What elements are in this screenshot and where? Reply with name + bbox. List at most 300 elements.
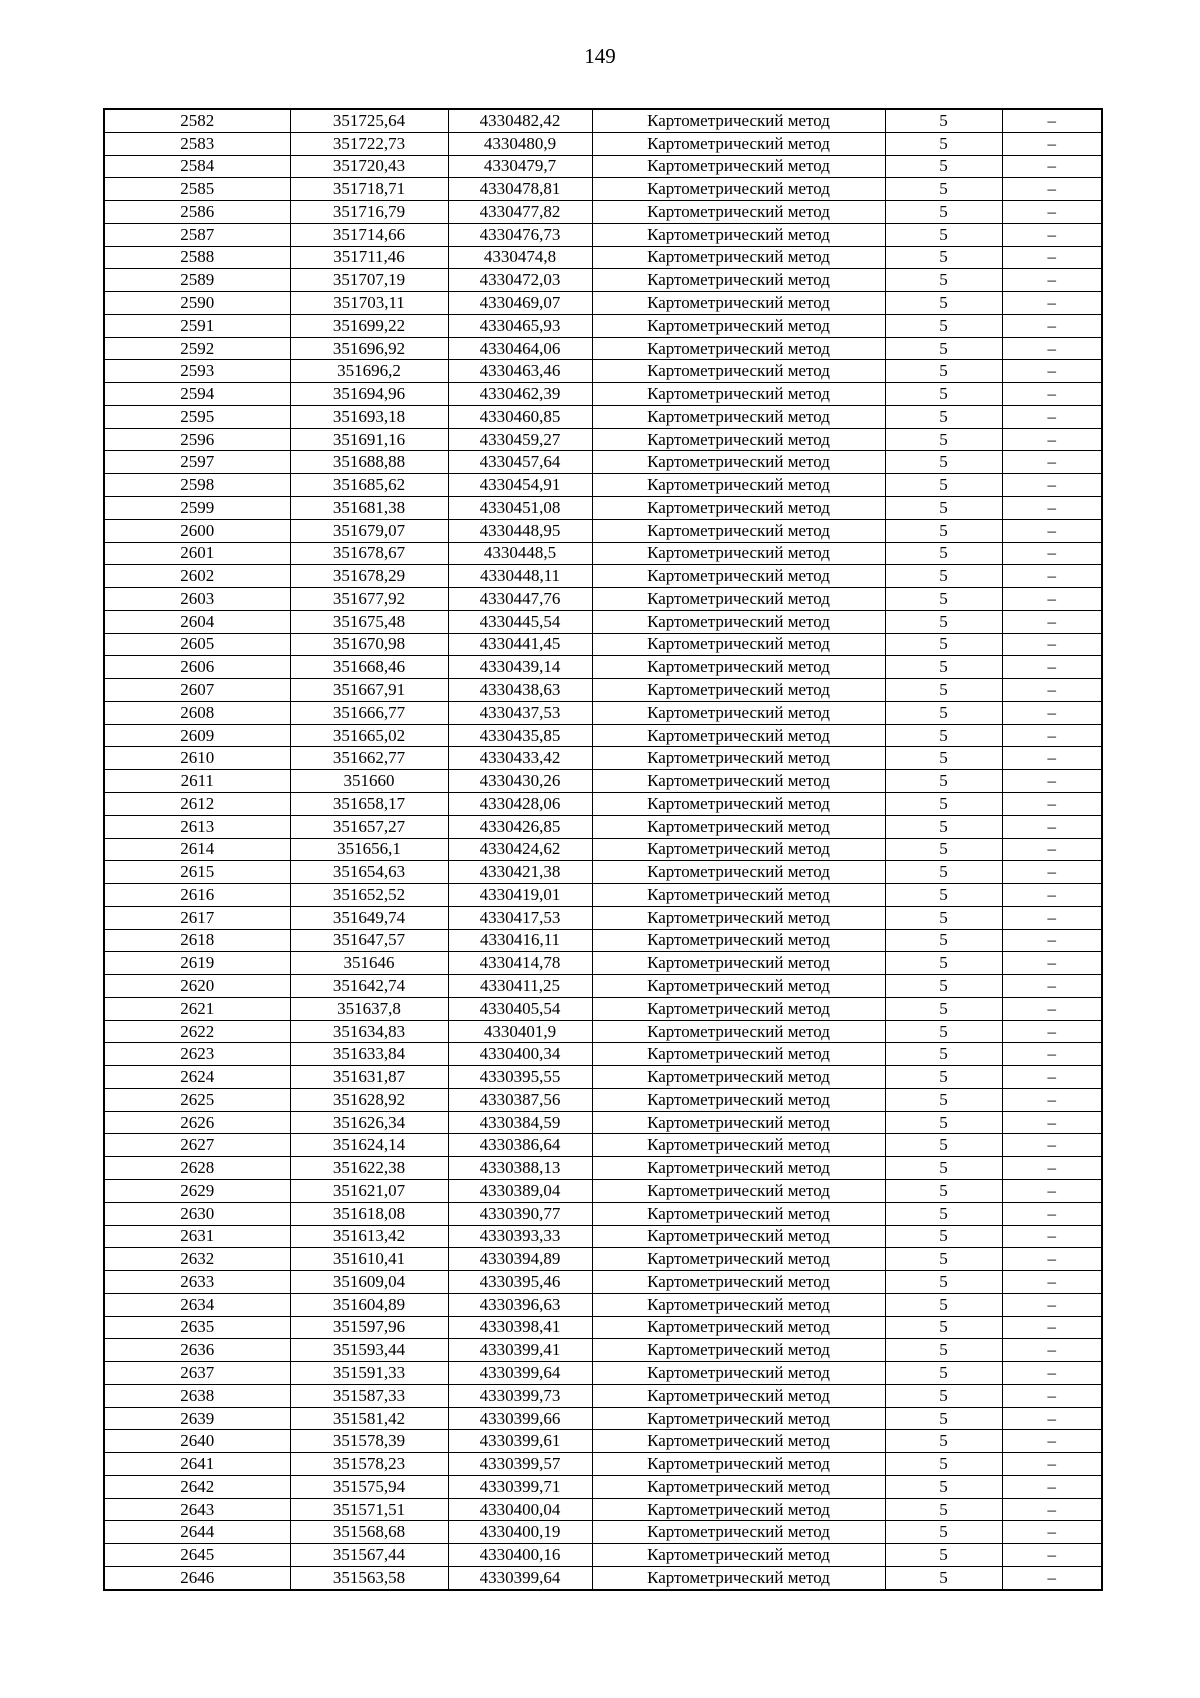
table-row — [104, 314, 1102, 337]
description-cell: – — [1002, 1316, 1102, 1339]
method-cell: Картометрический метод — [592, 292, 885, 315]
method-cell: Картометрический метод — [592, 1020, 885, 1043]
method-cell: Картометрический метод — [592, 109, 885, 132]
point-number-cell: 2641 — [104, 1453, 290, 1476]
table-row — [104, 519, 1102, 542]
method-cell: Картометрический метод — [592, 929, 885, 952]
method-cell: Картометрический метод — [592, 770, 885, 793]
y-coordinate-cell: 4330476,73 — [448, 223, 592, 246]
x-coordinate-cell: 351578,39 — [290, 1430, 448, 1453]
point-number-cell: 2615 — [104, 861, 290, 884]
y-coordinate-cell: 4330399,71 — [448, 1475, 592, 1498]
method-cell: Картометрический метод — [592, 155, 885, 178]
y-coordinate-cell: 4330438,63 — [448, 679, 592, 702]
point-number-cell: 2610 — [104, 747, 290, 770]
description-cell: – — [1002, 1430, 1102, 1453]
y-coordinate-cell: 4330396,63 — [448, 1293, 592, 1316]
x-coordinate-cell: 351716,79 — [290, 201, 448, 224]
method-cell: Картометрический метод — [592, 952, 885, 975]
description-cell: – — [1002, 269, 1102, 292]
y-coordinate-cell: 4330384,59 — [448, 1111, 592, 1134]
description-cell: – — [1002, 337, 1102, 360]
description-cell: – — [1002, 178, 1102, 201]
method-cell: Картометрический метод — [592, 1202, 885, 1225]
table-row — [104, 1521, 1102, 1544]
y-coordinate-cell: 4330448,11 — [448, 565, 592, 588]
point-number-cell: 2616 — [104, 884, 290, 907]
y-coordinate-cell: 4330399,73 — [448, 1384, 592, 1407]
point-number-cell: 2582 — [104, 109, 290, 132]
page-number: 149 — [584, 44, 616, 68]
point-number-cell: 2617 — [104, 906, 290, 929]
table-row — [104, 337, 1102, 360]
table-row — [104, 679, 1102, 702]
table-row — [104, 975, 1102, 998]
point-number-cell: 2626 — [104, 1111, 290, 1134]
table-row — [104, 428, 1102, 451]
accuracy-cell: 5 — [885, 1407, 1002, 1430]
accuracy-cell: 5 — [885, 656, 1002, 679]
table-row — [104, 929, 1102, 952]
table-row — [104, 588, 1102, 611]
accuracy-cell: 5 — [885, 1339, 1002, 1362]
description-cell: – — [1002, 1088, 1102, 1111]
x-coordinate-cell: 351722,73 — [290, 132, 448, 155]
table-row — [104, 656, 1102, 679]
table-row — [104, 1202, 1102, 1225]
method-cell: Картометрический метод — [592, 519, 885, 542]
table-row — [104, 178, 1102, 201]
accuracy-cell: 5 — [885, 201, 1002, 224]
description-cell: – — [1002, 519, 1102, 542]
accuracy-cell: 5 — [885, 1202, 1002, 1225]
accuracy-cell: 5 — [885, 1293, 1002, 1316]
y-coordinate-cell: 4330395,55 — [448, 1066, 592, 1089]
y-coordinate-cell: 4330394,89 — [448, 1248, 592, 1271]
table-row — [104, 223, 1102, 246]
x-coordinate-cell: 351609,04 — [290, 1271, 448, 1294]
method-cell: Картометрический метод — [592, 1430, 885, 1453]
y-coordinate-cell: 4330437,53 — [448, 701, 592, 724]
x-coordinate-cell: 351662,77 — [290, 747, 448, 770]
method-cell: Картометрический метод — [592, 269, 885, 292]
accuracy-cell: 5 — [885, 815, 1002, 838]
accuracy-cell: 5 — [885, 383, 1002, 406]
description-cell: – — [1002, 610, 1102, 633]
point-number-cell: 2591 — [104, 314, 290, 337]
x-coordinate-cell: 351656,1 — [290, 838, 448, 861]
table-row — [104, 405, 1102, 428]
table-row — [104, 747, 1102, 770]
table-row — [104, 1475, 1102, 1498]
table-row — [104, 1066, 1102, 1089]
description-cell: – — [1002, 1453, 1102, 1476]
point-number-cell: 2618 — [104, 929, 290, 952]
table-body — [104, 109, 1102, 1590]
method-cell: Картометрический метод — [592, 1157, 885, 1180]
x-coordinate-cell: 351568,68 — [290, 1521, 448, 1544]
description-cell: – — [1002, 1157, 1102, 1180]
description-cell: – — [1002, 884, 1102, 907]
method-cell: Картометрический метод — [592, 975, 885, 998]
y-coordinate-cell: 4330439,14 — [448, 656, 592, 679]
x-coordinate-cell: 351587,33 — [290, 1384, 448, 1407]
accuracy-cell: 5 — [885, 542, 1002, 565]
x-coordinate-cell: 351657,27 — [290, 815, 448, 838]
description-cell: – — [1002, 952, 1102, 975]
method-cell: Картометрический метод — [592, 542, 885, 565]
x-coordinate-cell: 351637,8 — [290, 997, 448, 1020]
y-coordinate-cell: 4330399,64 — [448, 1567, 592, 1590]
point-number-cell: 2636 — [104, 1339, 290, 1362]
accuracy-cell: 5 — [885, 861, 1002, 884]
y-coordinate-cell: 4330400,16 — [448, 1544, 592, 1567]
point-number-cell: 2590 — [104, 292, 290, 315]
method-cell: Картометрический метод — [592, 747, 885, 770]
point-number-cell: 2600 — [104, 519, 290, 542]
y-coordinate-cell: 4330424,62 — [448, 838, 592, 861]
y-coordinate-cell: 4330389,04 — [448, 1179, 592, 1202]
method-cell: Картометрический метод — [592, 497, 885, 520]
y-coordinate-cell: 4330387,56 — [448, 1088, 592, 1111]
y-coordinate-cell: 4330472,03 — [448, 269, 592, 292]
point-number-cell: 2597 — [104, 451, 290, 474]
y-coordinate-cell: 4330401,9 — [448, 1020, 592, 1043]
point-number-cell: 2632 — [104, 1248, 290, 1271]
accuracy-cell: 5 — [885, 1271, 1002, 1294]
x-coordinate-cell: 351658,17 — [290, 792, 448, 815]
description-cell: – — [1002, 1225, 1102, 1248]
method-cell: Картометрический метод — [592, 428, 885, 451]
accuracy-cell: 5 — [885, 1134, 1002, 1157]
x-coordinate-cell: 351675,48 — [290, 610, 448, 633]
point-number-cell: 2585 — [104, 178, 290, 201]
accuracy-cell: 5 — [885, 132, 1002, 155]
x-coordinate-cell: 351649,74 — [290, 906, 448, 929]
method-cell: Картометрический метод — [592, 246, 885, 269]
point-number-cell: 2624 — [104, 1066, 290, 1089]
table-row — [104, 861, 1102, 884]
y-coordinate-cell: 4330400,04 — [448, 1498, 592, 1521]
y-coordinate-cell: 4330399,64 — [448, 1362, 592, 1385]
x-coordinate-cell: 351679,07 — [290, 519, 448, 542]
table-row — [104, 1567, 1102, 1590]
y-coordinate-cell: 4330398,41 — [448, 1316, 592, 1339]
table-row — [104, 542, 1102, 565]
point-number-cell: 2606 — [104, 656, 290, 679]
y-coordinate-cell: 4330435,85 — [448, 724, 592, 747]
method-cell: Картометрический метод — [592, 1088, 885, 1111]
method-cell: Картометрический метод — [592, 1225, 885, 1248]
accuracy-cell: 5 — [885, 1020, 1002, 1043]
y-coordinate-cell: 4330448,95 — [448, 519, 592, 542]
table-row — [104, 1248, 1102, 1271]
x-coordinate-cell: 351642,74 — [290, 975, 448, 998]
description-cell: – — [1002, 1134, 1102, 1157]
description-cell: – — [1002, 929, 1102, 952]
accuracy-cell: 5 — [885, 360, 1002, 383]
accuracy-cell: 5 — [885, 792, 1002, 815]
point-number-cell: 2621 — [104, 997, 290, 1020]
table-row — [104, 1271, 1102, 1294]
method-cell: Картометрический метод — [592, 314, 885, 337]
accuracy-cell: 5 — [885, 997, 1002, 1020]
method-cell: Картометрический метод — [592, 1111, 885, 1134]
point-number-cell: 2643 — [104, 1498, 290, 1521]
description-cell: – — [1002, 588, 1102, 611]
y-coordinate-cell: 4330478,81 — [448, 178, 592, 201]
accuracy-cell: 5 — [885, 155, 1002, 178]
description-cell: – — [1002, 679, 1102, 702]
y-coordinate-cell: 4330395,46 — [448, 1271, 592, 1294]
description-cell: – — [1002, 246, 1102, 269]
point-number-cell: 2631 — [104, 1225, 290, 1248]
table-row — [104, 451, 1102, 474]
table-row — [104, 1544, 1102, 1567]
y-coordinate-cell: 4330477,82 — [448, 201, 592, 224]
table-row — [104, 633, 1102, 656]
accuracy-cell: 5 — [885, 519, 1002, 542]
description-cell: – — [1002, 975, 1102, 998]
point-number-cell: 2642 — [104, 1475, 290, 1498]
description-cell: – — [1002, 1111, 1102, 1134]
y-coordinate-cell: 4330419,01 — [448, 884, 592, 907]
y-coordinate-cell: 4330480,9 — [448, 132, 592, 155]
y-coordinate-cell: 4330399,66 — [448, 1407, 592, 1430]
table-row — [104, 770, 1102, 793]
description-cell: – — [1002, 542, 1102, 565]
description-cell: – — [1002, 1293, 1102, 1316]
accuracy-cell: 5 — [885, 633, 1002, 656]
point-number-cell: 2604 — [104, 610, 290, 633]
x-coordinate-cell: 351613,42 — [290, 1225, 448, 1248]
method-cell: Картометрический метод — [592, 1544, 885, 1567]
x-coordinate-cell: 351685,62 — [290, 474, 448, 497]
accuracy-cell: 5 — [885, 1362, 1002, 1385]
description-cell: – — [1002, 497, 1102, 520]
y-coordinate-cell: 4330457,64 — [448, 451, 592, 474]
accuracy-cell: 5 — [885, 1316, 1002, 1339]
x-coordinate-cell: 351678,67 — [290, 542, 448, 565]
x-coordinate-cell: 351677,92 — [290, 588, 448, 611]
x-coordinate-cell: 351581,42 — [290, 1407, 448, 1430]
table-row — [104, 474, 1102, 497]
accuracy-cell: 5 — [885, 838, 1002, 861]
accuracy-cell: 5 — [885, 884, 1002, 907]
accuracy-cell: 5 — [885, 929, 1002, 952]
y-coordinate-cell: 4330399,61 — [448, 1430, 592, 1453]
method-cell: Картометрический метод — [592, 792, 885, 815]
description-cell: – — [1002, 201, 1102, 224]
point-number-cell: 2594 — [104, 383, 290, 406]
x-coordinate-cell: 351720,43 — [290, 155, 448, 178]
point-number-cell: 2601 — [104, 542, 290, 565]
table-row — [104, 1362, 1102, 1385]
table-row — [104, 792, 1102, 815]
description-cell: – — [1002, 109, 1102, 132]
accuracy-cell: 5 — [885, 610, 1002, 633]
x-coordinate-cell: 351711,46 — [290, 246, 448, 269]
method-cell: Картометрический метод — [592, 633, 885, 656]
x-coordinate-cell: 351693,18 — [290, 405, 448, 428]
point-number-cell: 2613 — [104, 815, 290, 838]
table-row — [104, 1157, 1102, 1180]
x-coordinate-cell: 351666,77 — [290, 701, 448, 724]
point-number-cell: 2593 — [104, 360, 290, 383]
description-cell: – — [1002, 223, 1102, 246]
table-row — [104, 1430, 1102, 1453]
y-coordinate-cell: 4330400,34 — [448, 1043, 592, 1066]
point-number-cell: 2602 — [104, 565, 290, 588]
x-coordinate-cell: 351678,29 — [290, 565, 448, 588]
accuracy-cell: 5 — [885, 1521, 1002, 1544]
method-cell: Картометрический метод — [592, 1043, 885, 1066]
method-cell: Картометрический метод — [592, 679, 885, 702]
point-number-cell: 2607 — [104, 679, 290, 702]
y-coordinate-cell: 4330447,76 — [448, 588, 592, 611]
method-cell: Картометрический метод — [592, 1066, 885, 1089]
method-cell: Картометрический метод — [592, 701, 885, 724]
y-coordinate-cell: 4330417,53 — [448, 906, 592, 929]
description-cell: – — [1002, 451, 1102, 474]
x-coordinate-cell: 351647,57 — [290, 929, 448, 952]
x-coordinate-cell: 351654,63 — [290, 861, 448, 884]
table-row — [104, 1407, 1102, 1430]
x-coordinate-cell: 351665,02 — [290, 724, 448, 747]
accuracy-cell: 5 — [885, 497, 1002, 520]
method-cell: Картометрический метод — [592, 610, 885, 633]
method-cell: Картометрический метод — [592, 1316, 885, 1339]
x-coordinate-cell: 351610,41 — [290, 1248, 448, 1271]
point-number-cell: 2635 — [104, 1316, 290, 1339]
table-row — [104, 701, 1102, 724]
y-coordinate-cell: 4330428,06 — [448, 792, 592, 815]
x-coordinate-cell: 351591,33 — [290, 1362, 448, 1385]
y-coordinate-cell: 4330426,85 — [448, 815, 592, 838]
point-number-cell: 2633 — [104, 1271, 290, 1294]
description-cell: – — [1002, 770, 1102, 793]
y-coordinate-cell: 4330441,45 — [448, 633, 592, 656]
point-number-cell: 2586 — [104, 201, 290, 224]
method-cell: Картометрический метод — [592, 1134, 885, 1157]
accuracy-cell: 5 — [885, 975, 1002, 998]
method-cell: Картометрический метод — [592, 884, 885, 907]
point-number-cell: 2608 — [104, 701, 290, 724]
description-cell: – — [1002, 815, 1102, 838]
table-row — [104, 1339, 1102, 1362]
point-number-cell: 2646 — [104, 1567, 290, 1590]
x-coordinate-cell: 351681,38 — [290, 497, 448, 520]
table-row — [104, 565, 1102, 588]
table-row — [104, 1088, 1102, 1111]
y-coordinate-cell: 4330433,42 — [448, 747, 592, 770]
description-cell: – — [1002, 474, 1102, 497]
point-number-cell: 2627 — [104, 1134, 290, 1157]
method-cell: Картометрический метод — [592, 1407, 885, 1430]
point-number-cell: 2614 — [104, 838, 290, 861]
x-coordinate-cell: 351628,92 — [290, 1088, 448, 1111]
y-coordinate-cell: 4330462,39 — [448, 383, 592, 406]
x-coordinate-cell: 351652,52 — [290, 884, 448, 907]
description-cell: – — [1002, 1407, 1102, 1430]
description-cell: – — [1002, 1066, 1102, 1089]
table-row — [104, 246, 1102, 269]
method-cell: Картометрический метод — [592, 178, 885, 201]
accuracy-cell: 5 — [885, 565, 1002, 588]
method-cell: Картометрический метод — [592, 405, 885, 428]
method-cell: Картометрический метод — [592, 1362, 885, 1385]
x-coordinate-cell: 351634,83 — [290, 1020, 448, 1043]
x-coordinate-cell: 351567,44 — [290, 1544, 448, 1567]
accuracy-cell: 5 — [885, 1453, 1002, 1476]
y-coordinate-cell: 4330459,27 — [448, 428, 592, 451]
table-row — [104, 1498, 1102, 1521]
accuracy-cell: 5 — [885, 701, 1002, 724]
table-row — [104, 1020, 1102, 1043]
description-cell: – — [1002, 633, 1102, 656]
x-coordinate-cell: 351575,94 — [290, 1475, 448, 1498]
method-cell: Картометрический метод — [592, 360, 885, 383]
x-coordinate-cell: 351670,98 — [290, 633, 448, 656]
y-coordinate-cell: 4330460,85 — [448, 405, 592, 428]
point-number-cell: 2638 — [104, 1384, 290, 1407]
x-coordinate-cell: 351703,11 — [290, 292, 448, 315]
accuracy-cell: 5 — [885, 1384, 1002, 1407]
accuracy-cell: 5 — [885, 474, 1002, 497]
point-number-cell: 2595 — [104, 405, 290, 428]
accuracy-cell: 5 — [885, 679, 1002, 702]
x-coordinate-cell: 351696,92 — [290, 337, 448, 360]
accuracy-cell: 5 — [885, 588, 1002, 611]
method-cell: Картометрический метод — [592, 1248, 885, 1271]
table-row — [104, 952, 1102, 975]
point-number-cell: 2598 — [104, 474, 290, 497]
table-row — [104, 497, 1102, 520]
x-coordinate-cell: 351604,89 — [290, 1293, 448, 1316]
description-cell: – — [1002, 1043, 1102, 1066]
y-coordinate-cell: 4330451,08 — [448, 497, 592, 520]
y-coordinate-cell: 4330416,11 — [448, 929, 592, 952]
method-cell: Картометрический метод — [592, 1179, 885, 1202]
point-number-cell: 2622 — [104, 1020, 290, 1043]
x-coordinate-cell: 351597,96 — [290, 1316, 448, 1339]
y-coordinate-cell: 4330405,54 — [448, 997, 592, 1020]
description-cell: – — [1002, 1498, 1102, 1521]
table-row — [104, 884, 1102, 907]
description-cell: – — [1002, 1544, 1102, 1567]
y-coordinate-cell: 4330430,26 — [448, 770, 592, 793]
y-coordinate-cell: 4330464,06 — [448, 337, 592, 360]
method-cell: Картометрический метод — [592, 1339, 885, 1362]
method-cell: Картометрический метод — [592, 451, 885, 474]
table-row — [104, 360, 1102, 383]
method-cell: Картометрический метод — [592, 1384, 885, 1407]
method-cell: Картометрический метод — [592, 1475, 885, 1498]
accuracy-cell: 5 — [885, 1111, 1002, 1134]
x-coordinate-cell: 351618,08 — [290, 1202, 448, 1225]
table-row — [104, 1453, 1102, 1476]
method-cell: Картометрический метод — [592, 383, 885, 406]
description-cell: – — [1002, 1020, 1102, 1043]
accuracy-cell: 5 — [885, 292, 1002, 315]
table-row — [104, 1043, 1102, 1066]
accuracy-cell: 5 — [885, 1567, 1002, 1590]
accuracy-cell: 5 — [885, 1066, 1002, 1089]
table-row — [104, 109, 1102, 132]
table-row — [104, 1111, 1102, 1134]
accuracy-cell: 5 — [885, 1043, 1002, 1066]
method-cell: Картометрический метод — [592, 1271, 885, 1294]
